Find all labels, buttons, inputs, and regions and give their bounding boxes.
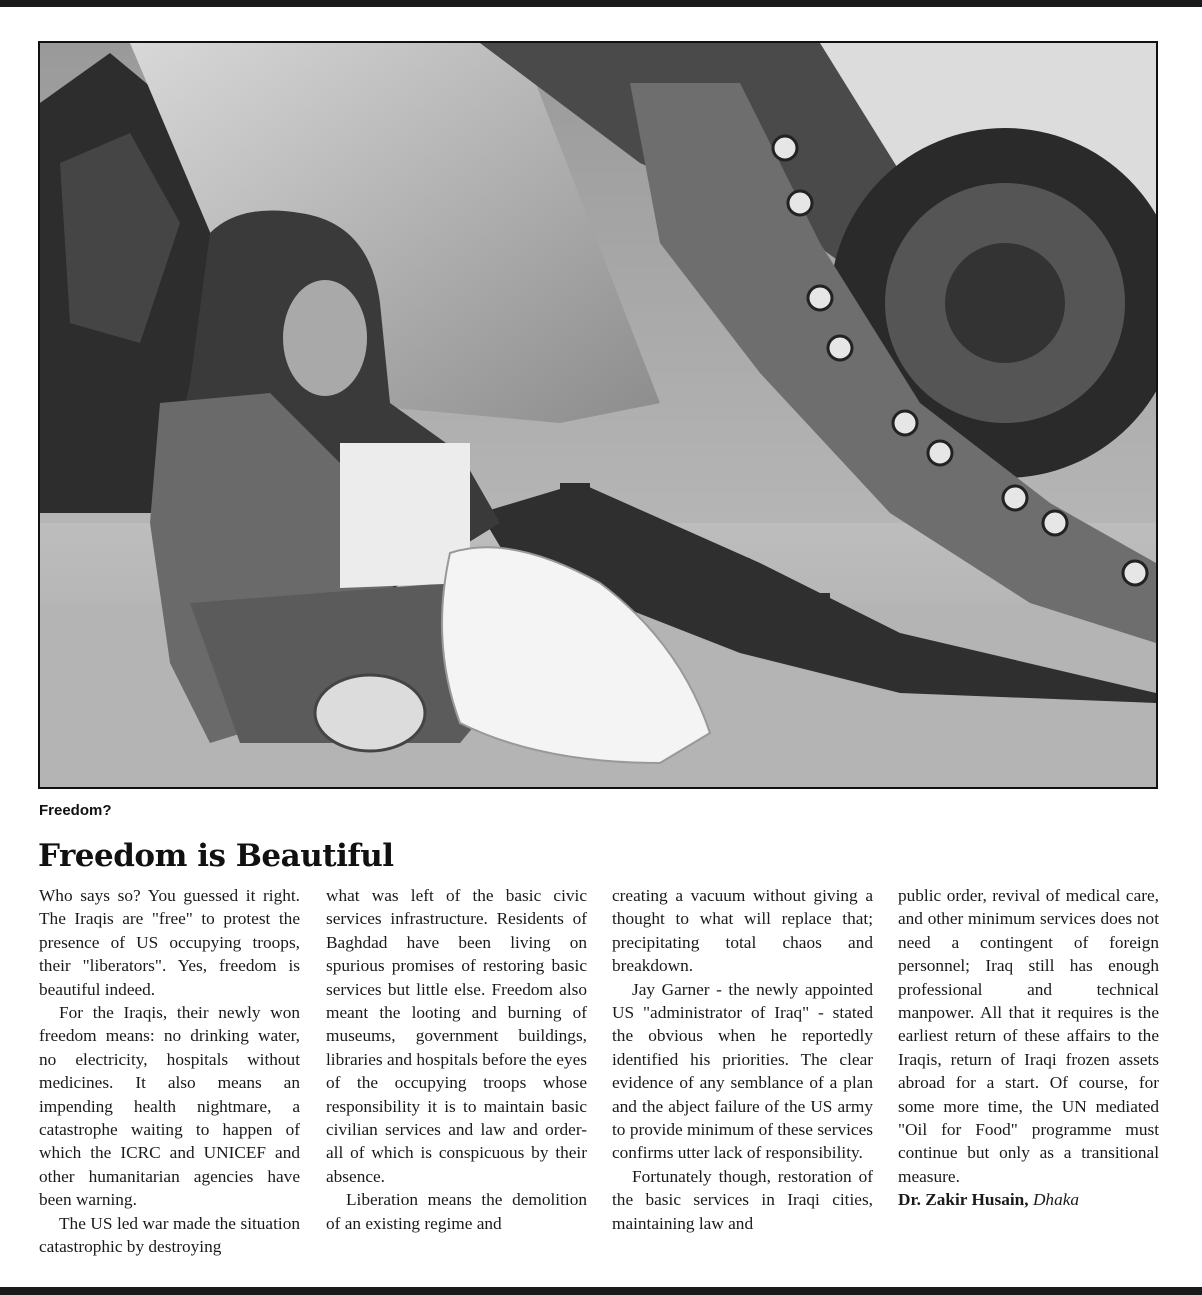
author-location: Dhaka — [1032, 1190, 1080, 1210]
article-column-4 — [898, 884, 1159, 1212]
paragraph: Jay Garner - the newly appointed US "administrator of Iraq" - stated the obvious when he reportedly identified his priorities. The clear evidence of any semblance of a plan and the abject failure of the US army to provide minimum of these services confirms utter lack of responsibility. — [612, 979, 873, 1163]
paragraph: For the Iraqis, their newly won freedom means: no drinking water, no electricity, hospitals without medicines. It also means an impending health nightmare, a catastrophe waiting to happen of which the ICRC and UNICEF and other humanitarian agencies have been warning. — [39, 1003, 300, 1210]
photo-illustration — [40, 43, 1156, 787]
paragraph: creating a vacuum without giving a thought to what will replace that; precipitating total chaos and breakdown. — [612, 886, 873, 976]
author-name: Dr. Zakir Husain, — [898, 1190, 1029, 1210]
paragraph: The US led war made the situation catastrophic by destroying — [39, 1213, 300, 1257]
bottom-rule — [0, 1287, 1202, 1295]
paragraph: Liberation means the demolition of an existing regime and — [326, 1190, 587, 1233]
article-column-3 — [612, 884, 873, 1235]
paragraph: public order, revival of medical care, and other minimum services does not need a contingent of foreign personnel; Iraq still has enough professional and technical manpower. All that it requires is the earliest return of these affairs to the Iraqis, return of Iraqi frozen assets abroad for a start. Of course, for some more time, the UN mediated "Oil for Food" programme must continue but only as a transitional measure. — [898, 886, 1159, 1186]
article-headline: Freedom is Beautiful — [38, 838, 394, 874]
article-column-1 — [39, 884, 300, 1259]
paragraph: Who says so? You guessed it right. The Iraqis are "free" to protest the presence of US occupying troops, their "liberators". Yes, freedom is beautiful indeed. — [39, 886, 300, 999]
article-column-2 — [326, 884, 587, 1235]
top-rule — [0, 0, 1202, 7]
news-photo — [38, 41, 1158, 789]
author-signature — [898, 1188, 1159, 1211]
paragraph: Fortunately though, restoration of the basic services in Iraqi cities, maintaining law and — [612, 1166, 873, 1233]
photo-caption: Freedom? — [39, 802, 112, 819]
paragraph: what was left of the basic civic services infrastructure. Residents of Baghdad have been living on spurious promises of restoring basic services but little else. Freedom also meant the looting and burning of museums, government buildings, libraries and hospitals before the eyes of the occupying troops whose responsibility it is to maintain basic civilian services and law and order- all of which is conspicuous by their absence. — [326, 886, 587, 1186]
